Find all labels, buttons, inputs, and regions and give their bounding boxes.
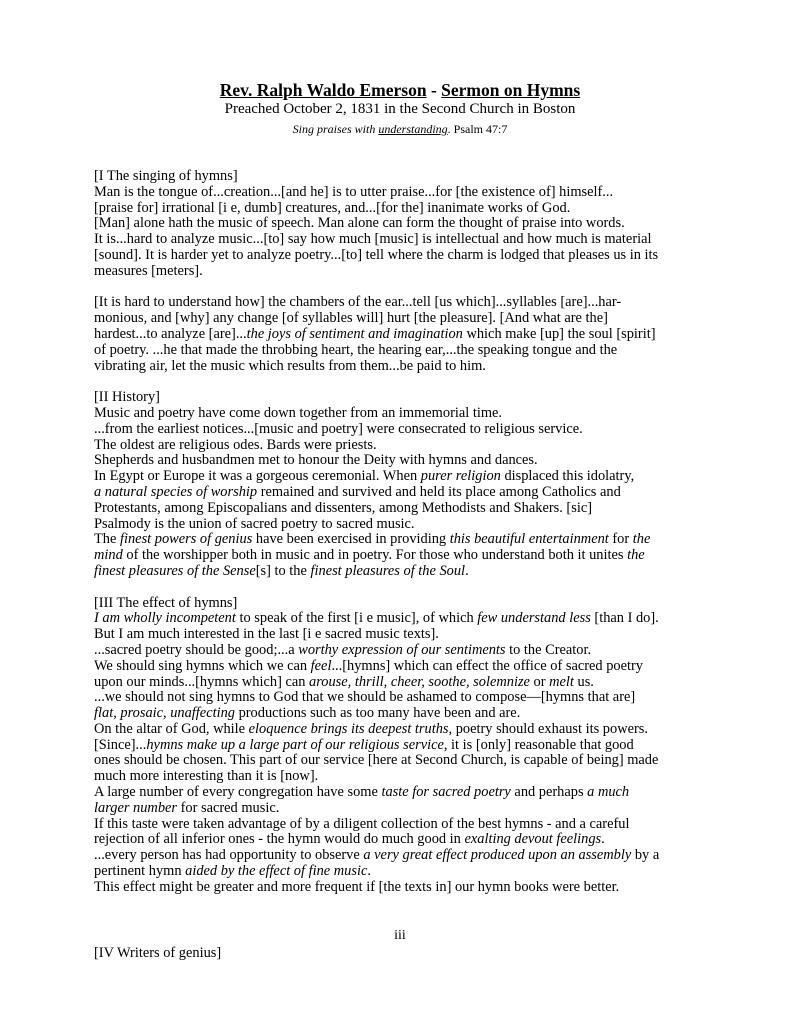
- text-span: of the worshipper both in music and in poetry. For those who understand both it unites: [122, 547, 628, 564]
- text-line: [94, 611, 714, 627]
- text-line: [94, 216, 714, 232]
- text-line: [94, 406, 714, 422]
- text-span: have been exercised in providing: [252, 531, 450, 548]
- text-span: [s] to the: [255, 562, 311, 579]
- text-span: monious, and [why] any change [of syllables will] hurt [the pleasure]. [And what are the]: [94, 310, 608, 327]
- text-span: It is...hard to analyze music...[to] say how much [music] is intellectual and how much is material: [94, 231, 652, 248]
- text-span: which make [up] the soul [spirit]: [462, 325, 656, 342]
- text-line: [94, 785, 714, 801]
- text-line: [94, 295, 714, 311]
- text-span: remained and survived and held its place among Catholics and: [257, 483, 621, 500]
- italic-text: mind: [94, 547, 123, 564]
- text-span: [praise for] irrational [i e, dumb] creatures, and...[for the] inanimate works of God.: [94, 199, 571, 216]
- text-span: [Man] alone hath the music of speech. Man alone can form the thought of praise into words.: [94, 215, 625, 232]
- text-line: [94, 817, 714, 833]
- text-line: [94, 769, 714, 785]
- text-line: [94, 848, 714, 864]
- text-line: [94, 327, 714, 343]
- text-span: [Since]...: [94, 736, 147, 753]
- text-span: [It is hard to understand how] the chambers of the ear...tell [us which]...syllables [are]...har-: [94, 294, 622, 311]
- text-span: by a: [631, 847, 660, 864]
- text-line: [94, 753, 714, 769]
- text-span: Music and poetry have come down together from an immemorial time.: [94, 404, 503, 421]
- text-span: to the Creator.: [505, 641, 592, 658]
- title-separator: -: [426, 80, 442, 100]
- text-span: vibrating air, let the music which results from them...be paid to him.: [94, 357, 486, 374]
- italic-text: finest pleasures of the Soul: [310, 562, 466, 579]
- text-line: [94, 501, 714, 517]
- author-name: Rev. Ralph Waldo Emerson: [219, 80, 427, 100]
- text-line: [94, 343, 714, 359]
- italic-text: a very great effect produced upon an assembly: [363, 847, 632, 864]
- text-span: upon our minds...[hymns which] can: [94, 673, 310, 690]
- text-line: [94, 675, 714, 691]
- page-number: iii: [394, 928, 406, 943]
- text-span: much more interesting than it is [now].: [94, 768, 319, 785]
- text-span: [II History]: [94, 389, 160, 406]
- text-line: [94, 390, 714, 406]
- text-line: [94, 627, 714, 643]
- sermon-title: Sermon on Hymns: [441, 80, 581, 100]
- text-span: [sound]. It is harder yet to analyze poetry...[to] tell where the charm is lodged that pleases us in its: [94, 246, 659, 263]
- text-span: [III The effect of hymns]: [94, 594, 238, 611]
- text-span: , poetry should exhaust its powers.: [448, 720, 648, 737]
- text-span: .: [465, 562, 469, 579]
- text-span: hardest...to analyze [are]...: [94, 325, 247, 342]
- italic-text: melt: [549, 673, 574, 690]
- preached-line: Preached October 2, 1831 in the Second Church in Boston: [224, 101, 576, 117]
- text-line: [94, 311, 714, 327]
- text-span: , it is [only] reasonable that good: [443, 736, 634, 753]
- italic-text: this beautiful entertainment: [449, 531, 609, 548]
- text-span: Shepherds and husbandmen met to honour the Deity with hymns and dances.: [94, 452, 538, 469]
- text-span: A large number of every congregation have some: [94, 784, 382, 801]
- text-span: of poetry. ...he that made the throbbing heart, the hearing ear,...the speaking tongue and the: [94, 341, 618, 358]
- text-span: ones should be chosen. This part of our service [here at Second Church, is capable of being] made: [94, 752, 659, 769]
- epigraph-citation: . Psalm 47:7: [447, 122, 508, 136]
- text-line: [94, 738, 714, 754]
- text-line: [94, 596, 714, 612]
- text-line: [94, 422, 714, 438]
- italic-text: a natural species of worship: [94, 483, 258, 500]
- italic-text: larger number: [94, 799, 178, 816]
- text-span: ...we should not sing hymns to God that we should be ashamed to compose—[hymns that are]: [94, 689, 636, 706]
- text-span: We should sing hymns which we can: [94, 657, 311, 674]
- text-span: ...every person has had opportunity to observe: [94, 847, 364, 864]
- text-span: and perhaps: [510, 784, 588, 801]
- text-line: [94, 469, 714, 485]
- text-span: Protestants, among Episcopalians and dissenters, among Methodists and Shakers. [sic]: [94, 499, 592, 516]
- text-span: us.: [573, 673, 594, 690]
- italic-text: hymns make up a large part of our religious service: [146, 736, 444, 753]
- section-heading-iv: [IV Writers of genius]: [94, 945, 222, 961]
- text-line: [94, 169, 714, 185]
- text-line: [94, 185, 714, 201]
- italic-text: a much: [587, 784, 630, 801]
- italic-text: the: [632, 531, 651, 548]
- text-line: [94, 453, 714, 469]
- text-span: for: [608, 531, 633, 548]
- italic-text: feel: [310, 657, 332, 674]
- text-line: [94, 232, 714, 248]
- text-line: [94, 485, 714, 501]
- paragraph-gap: [94, 580, 714, 596]
- text-line: [94, 532, 714, 548]
- text-line: [94, 706, 714, 722]
- text-span: On the altar of God, while: [94, 720, 249, 737]
- text-line: [94, 517, 714, 533]
- text-span: productions such as too many have been and are.: [234, 705, 521, 722]
- text-span: rejection of all inferior ones - the hymn would do much good in: [94, 831, 465, 848]
- document-title: [0, 80, 800, 100]
- text-span: ...sacred poetry should be good;...a: [94, 641, 299, 658]
- text-line: [94, 801, 714, 817]
- text-line: [94, 359, 714, 375]
- text-span: Psalmody is the union of sacred poetry to sacred music.: [94, 515, 415, 532]
- italic-text: eloquence brings its deepest truths: [248, 720, 449, 737]
- italic-text: flat, prosaic, unaffecting: [94, 705, 235, 722]
- text-line: [94, 864, 714, 880]
- italic-text: finest powers of genius: [119, 531, 253, 548]
- text-span: or: [529, 673, 550, 690]
- text-line: [94, 690, 714, 706]
- epigraph-emphasis: understanding: [378, 122, 448, 136]
- text-line: [94, 264, 714, 280]
- italic-text: the: [627, 547, 645, 564]
- text-line: [94, 722, 714, 738]
- text-span: displaced this idolatry,: [500, 468, 635, 485]
- text-span: If this taste were taken advantage of by a diligent collection of the best hymns - and a careful: [94, 815, 630, 832]
- italic-text: arouse, thrill, cheer, soothe, solemnize: [309, 673, 530, 690]
- text-span: to speak of the first [i e music], of which: [235, 610, 478, 627]
- text-span: for sacred music.: [177, 799, 280, 816]
- epigraph: [0, 122, 800, 137]
- text-span: [I The singing of hymns]: [94, 168, 238, 184]
- text-span: But I am much interested in the last [i e sacred music texts].: [94, 626, 439, 643]
- sermon-body: [94, 169, 714, 896]
- text-line: [94, 564, 714, 580]
- paragraph-gap: [94, 374, 714, 390]
- epigraph-text: Sing praises with: [292, 122, 379, 136]
- text-span: ...from the earliest notices...[music and poetry] were consecrated to religious service.: [94, 420, 583, 437]
- text-span: In Egypt or Europe it was a gorgeous ceremonial. When: [94, 468, 421, 485]
- text-line: [94, 248, 714, 264]
- italic-text: I am wholly incompetent: [94, 610, 236, 627]
- text-line: [94, 643, 714, 659]
- text-span: .: [367, 863, 371, 880]
- italic-text: few understand less: [477, 610, 591, 627]
- text-span: measures [meters].: [94, 262, 203, 279]
- text-span: ...[hymns] which can effect the office of sacred poetry: [331, 657, 643, 674]
- text-span: The oldest are religious odes. Bards were priests.: [94, 436, 377, 453]
- text-span: Man is the tongue of...creation...[and he] is to utter praise...for [the existence of] himself...: [94, 183, 614, 200]
- text-span: pertinent hymn: [94, 863, 186, 880]
- paragraph-gap: [94, 280, 714, 296]
- text-line: [94, 548, 714, 564]
- italic-text: aided by the effect of fine music: [185, 863, 368, 880]
- text-span: [than I do].: [590, 610, 659, 627]
- italic-text: purer religion: [420, 468, 501, 485]
- text-line: [94, 201, 714, 217]
- italic-text: worthy expression of our sentiments: [298, 641, 506, 658]
- text-span: The: [94, 531, 120, 548]
- text-line: [94, 659, 714, 675]
- text-span: This effect might be greater and more frequent if [the texts in] our hymn books were better.: [94, 878, 620, 895]
- text-span: .: [601, 831, 605, 848]
- italic-text: finest pleasures of the Sense: [94, 562, 256, 579]
- italic-text: exalting devout feelings: [464, 831, 602, 848]
- italic-text: taste for sacred poetry: [381, 784, 511, 801]
- italic-text: the joys of sentiment and imagination: [246, 325, 463, 342]
- text-line: [94, 438, 714, 454]
- text-line: [94, 880, 714, 896]
- text-line: [94, 832, 714, 848]
